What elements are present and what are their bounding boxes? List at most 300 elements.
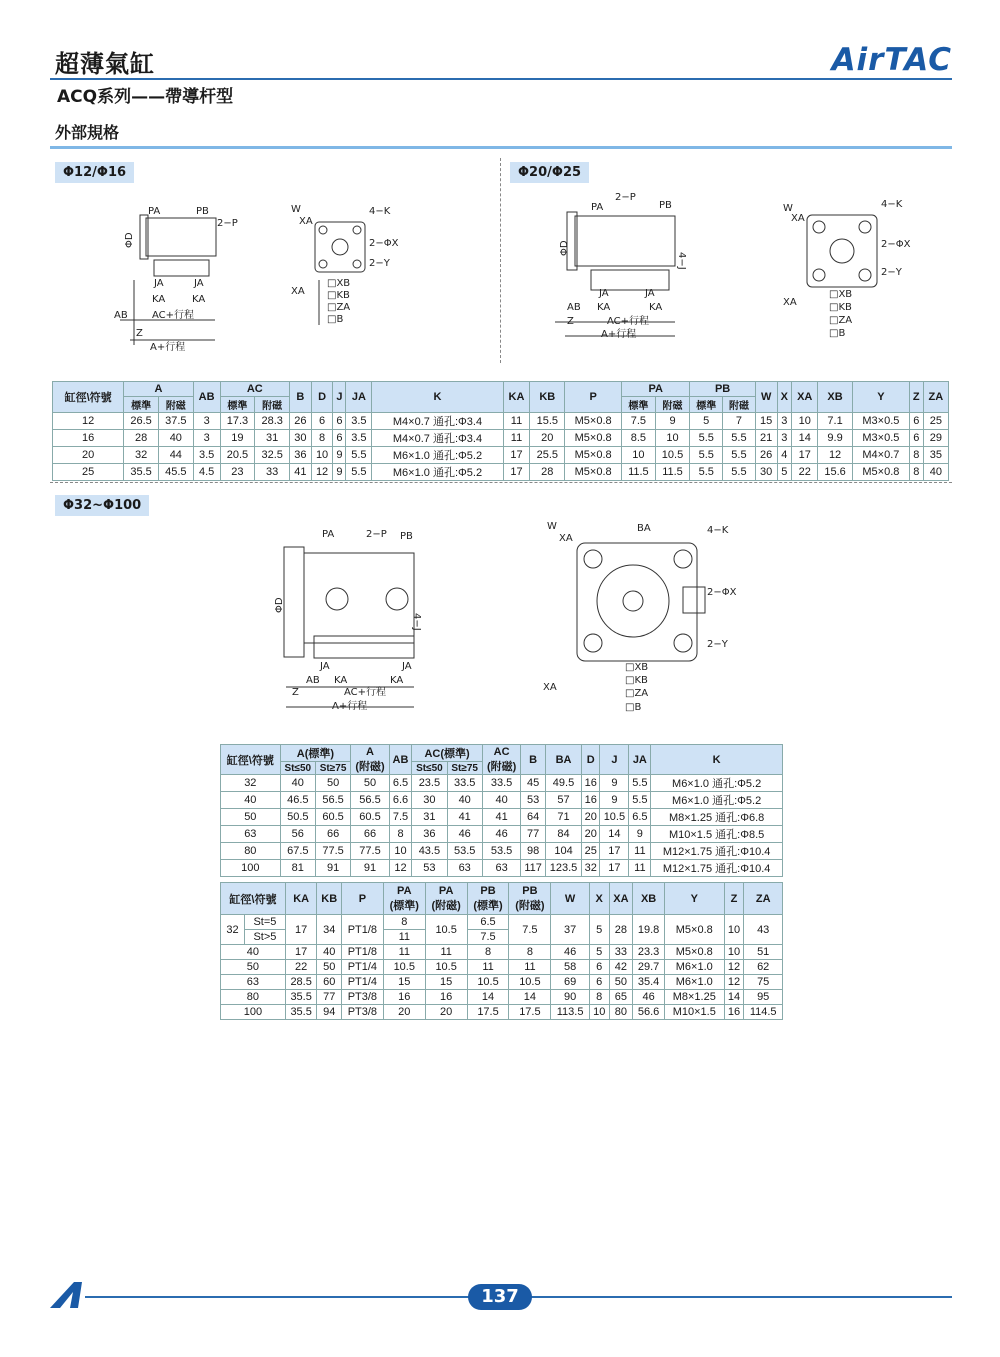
svg-text:AB: AB (114, 310, 128, 321)
table-cell: 35 (923, 447, 948, 464)
table-cell: 17 (503, 464, 530, 481)
table-cell: 20 (53, 447, 124, 464)
table-cell: 75 (744, 975, 783, 990)
table-cell: M6×1.0 通孔:Φ5.2 (372, 447, 503, 464)
table-cell: 17 (285, 945, 317, 960)
table-cell: 10.5 (509, 975, 551, 990)
svg-text:AB: AB (567, 302, 581, 313)
svg-text:ΦD: ΦD (124, 232, 135, 248)
table-cell: 77 (521, 826, 545, 843)
table-cell: 28.3 (255, 413, 290, 430)
table-cell: 65 (609, 990, 633, 1005)
page-title: 超薄氣缸 (55, 50, 155, 78)
table-row (53, 464, 949, 481)
table-cell: M3×0.5 (852, 413, 909, 430)
page-subtitle: ACQ系列——帶導杆型 (57, 87, 234, 107)
header-rule (50, 78, 952, 80)
table-cell: 60 (317, 975, 341, 990)
svg-text:XA: XA (791, 213, 805, 224)
svg-text:PA: PA (591, 202, 604, 213)
table-cell: 8 (311, 430, 333, 447)
table-cell: 11 (383, 945, 425, 960)
table-cell: M8×1.25 通孔:Φ6.8 (651, 809, 783, 826)
svg-text:□B: □B (327, 314, 344, 325)
svg-text:KA: KA (597, 302, 611, 313)
table-cell: 98 (521, 843, 545, 860)
table-cell: 5 (589, 945, 609, 960)
table-cell: 5.5 (346, 464, 372, 481)
table-cell: 8 (389, 826, 412, 843)
svg-text:ΦD: ΦD (559, 240, 570, 256)
table-cell: 12 (311, 464, 333, 481)
table-cell: 28.5 (285, 975, 317, 990)
table-cell: 26.5 (124, 413, 159, 430)
table-cell: M5×0.8 (565, 464, 622, 481)
table-cell: 12 (53, 413, 124, 430)
table-cell: 5.5 (346, 447, 372, 464)
table-cell: 16 (582, 775, 600, 792)
svg-text:□KB: □KB (327, 290, 350, 301)
svg-text:XA: XA (299, 216, 313, 227)
table-cell: 6 (909, 430, 923, 447)
table-cell: 46.5 (280, 792, 315, 809)
tag-small-bore: Φ12/Φ16 (55, 162, 134, 183)
table-cell: 10 (724, 945, 744, 960)
table-row (221, 843, 783, 860)
table-cell: 6 (311, 413, 333, 430)
table-cell: 5.5 (723, 430, 756, 447)
svg-text:PA: PA (322, 529, 335, 540)
table-cell: 10.5 (600, 809, 629, 826)
spec-table-large-2: 缸徑\符號 KA KB P PA (標準) PA (附磁) PB (標準) PB (附磁) W X XA XB Y Z ZA 32 St=5 17 34 PT1/8 8 10.5 6.5 7.5 37 5 28 19.8 M5×0.8 10 43 St>5 11 7.5 40 17 40 PT1/8 11 11 8 8 46 5 33 23.3 M5×0.8 10 51 50 22 50 PT1/4 10.5 10.5 11 11 58 6 42 29.7 M6×1.0 12 62 63 28.5 60 PT1/4 15 15 10.5 10.5 69 6 50 35.4 M6×1.0 12 75 80 35.5 77 PT3/8 16 16 14 14 90 8 65 46 M8×1.25 14 95 100 35.5 94 PT3/8 20 20 17.5 17.5 113.5 10 80 56.6 M10×1.5 16 114.5 (220, 882, 783, 1020)
svg-text:XA: XA (291, 286, 305, 297)
table-cell: M8×1.25 (664, 990, 724, 1005)
table-cell: 32.5 (255, 447, 290, 464)
table-cell: 14 (509, 990, 551, 1005)
table-cell: 15 (425, 975, 467, 990)
svg-text:W: W (783, 203, 793, 214)
table-row (221, 860, 783, 877)
table-cell: M10×1.5 (664, 1005, 724, 1020)
table-cell: 40 (923, 464, 948, 481)
table-cell: 16 (582, 792, 600, 809)
table-cell: 56.6 (633, 1005, 665, 1020)
svg-text:□KB: □KB (829, 302, 852, 313)
table-cell: 35.4 (633, 975, 665, 990)
svg-text:2−ΦX: 2−ΦX (707, 587, 737, 598)
table-cell: 58 (551, 960, 590, 975)
svg-text:2−P: 2−P (217, 218, 238, 229)
table-cell: 3.5 (193, 447, 220, 464)
svg-text:4−K: 4−K (369, 206, 391, 217)
table-cell: 6 (333, 413, 346, 430)
svg-text:JA: JA (402, 661, 412, 672)
table-cell: 56.5 (351, 792, 390, 809)
svg-text:□KB: □KB (625, 675, 648, 686)
table-cell: 22 (792, 464, 818, 481)
svg-text:AC+行程: AC+行程 (152, 310, 195, 321)
table-cell: 53.5 (482, 843, 521, 860)
table-cell: 35.5 (124, 464, 159, 481)
svg-text:2−P: 2−P (366, 529, 387, 540)
table-row (53, 413, 949, 430)
table-cell: 25 (53, 464, 124, 481)
table-cell: 33.5 (447, 775, 482, 792)
table-cell: 7.5 (622, 413, 656, 430)
table-cell: 35.5 (285, 1005, 317, 1020)
table-cell: 41 (447, 809, 482, 826)
table-cell: M12×1.75 通孔:Φ10.4 (651, 860, 783, 877)
svg-text:Z: Z (292, 687, 299, 698)
table-cell: 10.5 (425, 960, 467, 975)
table-cell: 20 (383, 1005, 425, 1020)
table-cell: 16 (53, 430, 124, 447)
table-cell: 17.3 (220, 413, 255, 430)
svg-text:BA: BA (637, 523, 651, 534)
svg-text:2−Y: 2−Y (369, 258, 390, 269)
table-cell: 31 (412, 809, 447, 826)
table-row (221, 1005, 783, 1020)
svg-text:2−Y: 2−Y (707, 639, 728, 650)
table-cell: 15.6 (818, 464, 853, 481)
table-cell: M4×0.7 通孔:Φ3.4 (372, 413, 503, 430)
table-cell: 29 (923, 430, 948, 447)
table-cell: 11 (503, 413, 530, 430)
table-cell: 63 (447, 860, 482, 877)
table-cell: 9 (600, 775, 629, 792)
table-cell: 8 (909, 447, 923, 464)
table-cell: 20.5 (220, 447, 255, 464)
table-cell: 17 (503, 447, 530, 464)
table-cell: 25.5 (530, 447, 565, 464)
table-cell: 6.5 (629, 809, 651, 826)
table-cell: 3.5 (346, 430, 372, 447)
table-cell: 57 (545, 792, 581, 809)
table-cell: 64 (521, 809, 545, 826)
table-cell: 36 (412, 826, 447, 843)
svg-text:□ZA: □ZA (327, 302, 351, 313)
table-cell: 63 (482, 860, 521, 877)
table-row (221, 990, 783, 1005)
table-cell: 53 (412, 860, 447, 877)
table-cell: 77.5 (315, 843, 350, 860)
table-row (221, 975, 783, 990)
table-cell: 17 (600, 843, 629, 860)
table-cell: 40 (221, 792, 281, 809)
table-cell: 12 (724, 960, 744, 975)
table-cell: 10 (589, 1005, 609, 1020)
drawing-mid-side (545, 188, 705, 343)
table-cell: 5.5 (690, 447, 723, 464)
table-cell: 46 (482, 826, 521, 843)
table-cell: 9 (333, 447, 346, 464)
svg-text:PB: PB (400, 531, 413, 542)
table-cell: 17.5 (509, 1005, 551, 1020)
table-row (221, 945, 783, 960)
table-cell: 45.5 (158, 464, 193, 481)
table-row (221, 792, 783, 809)
svg-text:KA: KA (192, 294, 206, 305)
table-cell: 5 (690, 413, 723, 430)
table-cell: M4×0.7 (852, 447, 909, 464)
table-cell: 41 (482, 809, 521, 826)
table-cell: 45 (521, 775, 545, 792)
table-cell: 46 (633, 990, 665, 1005)
table-cell: 50 (609, 975, 633, 990)
brand-logo: AirTAC (831, 42, 952, 78)
table-cell: 20 (530, 430, 565, 447)
table-cell: 20 (582, 826, 600, 843)
svg-text:W: W (291, 204, 301, 215)
svg-text:PA: PA (148, 206, 161, 217)
table-cell: 67.5 (280, 843, 315, 860)
table-cell: 4.5 (193, 464, 220, 481)
table-cell: 7.5 (389, 809, 412, 826)
table-cell: 95 (744, 990, 783, 1005)
svg-text:XA: XA (783, 297, 797, 308)
table-cell: 14 (600, 826, 629, 843)
table-cell: 10 (655, 430, 690, 447)
svg-text:□B: □B (625, 702, 642, 713)
tag-mid-bore: Φ20/Φ25 (510, 162, 589, 183)
table-cell: 66 (351, 826, 390, 843)
drawing-small-front (285, 200, 415, 330)
svg-text:A+行程: A+行程 (332, 701, 368, 712)
table-cell: 26 (755, 447, 777, 464)
table-cell: PT1/4 (341, 975, 383, 990)
table-cell: 11.5 (655, 464, 690, 481)
table-cell: 12 (389, 860, 412, 877)
table-cell: 16 (425, 990, 467, 1005)
table-cell: 33.5 (482, 775, 521, 792)
table-cell: 51 (744, 945, 783, 960)
table-cell: 41 (290, 464, 312, 481)
table-row (221, 960, 783, 975)
table-cell: 66 (315, 826, 350, 843)
svg-text:□XB: □XB (327, 278, 351, 289)
table-cell: 16 (724, 1005, 744, 1020)
table-cell: M12×1.75 通孔:Φ10.4 (651, 843, 783, 860)
table-cell: 11 (509, 960, 551, 975)
table-cell: 14 (724, 990, 744, 1005)
table-cell: PT1/8 (341, 945, 383, 960)
table-cell: 10.5 (655, 447, 690, 464)
table-cell: 50 (317, 960, 341, 975)
table-cell: 10 (389, 843, 412, 860)
table-cell: M5×0.8 (852, 464, 909, 481)
table-cell: PT3/8 (341, 990, 383, 1005)
table-cell: 12 (818, 447, 853, 464)
table-cell: 90 (551, 990, 590, 1005)
table-cell: 113.5 (551, 1005, 590, 1020)
table-cell: 56 (280, 826, 315, 843)
table-cell: 80 (221, 843, 281, 860)
table-cell: 9 (333, 464, 346, 481)
table-cell: 11 (467, 960, 509, 975)
table-cell: 71 (545, 809, 581, 826)
table-cell: M6×1.0 通孔:Φ5.2 (651, 775, 783, 792)
svg-text:□ZA: □ZA (625, 688, 649, 699)
table-cell: M6×1.0 (664, 960, 724, 975)
table-cell: 6 (909, 413, 923, 430)
table-cell: 100 (221, 860, 281, 877)
table-cell: 123.5 (545, 860, 581, 877)
table-cell: 15.5 (530, 413, 565, 430)
th-bore: 缸徑\符號 (53, 382, 124, 413)
svg-text:JA: JA (645, 288, 655, 299)
table-cell: 77.5 (351, 843, 390, 860)
table-cell: 8 (589, 990, 609, 1005)
table-cell: M6×1.0 (664, 975, 724, 990)
table-cell: 114.5 (744, 1005, 783, 1020)
table-cell: 15 (383, 975, 425, 990)
table-cell: 20 (425, 1005, 467, 1020)
table-cell: 14 (792, 430, 818, 447)
svg-text:Z: Z (136, 328, 143, 339)
table-cell: 32 (124, 447, 159, 464)
table-cell: 40 (317, 945, 341, 960)
table-row (53, 430, 949, 447)
table-cell: 91 (315, 860, 350, 877)
svg-text:Z: Z (567, 316, 574, 327)
svg-text:PB: PB (196, 206, 209, 217)
drawing-large-side (262, 525, 452, 715)
table-cell: 30 (290, 430, 312, 447)
svg-text:2−Y: 2−Y (881, 267, 902, 278)
table-cell: 36 (290, 447, 312, 464)
table-cell: 3 (777, 430, 792, 447)
svg-text:A+行程: A+行程 (601, 329, 637, 340)
table-cell: 10.5 (383, 960, 425, 975)
table-cell: 12 (724, 975, 744, 990)
table-cell: 63 (221, 975, 286, 990)
table-row (221, 775, 783, 792)
table-cell: 17 (792, 447, 818, 464)
table-cell: 49.5 (545, 775, 581, 792)
table-cell: 11 (425, 945, 467, 960)
footer-logo-icon (48, 1280, 88, 1310)
table-cell: 5 (777, 464, 792, 481)
table-cell: 22 (285, 960, 317, 975)
svg-text:W: W (547, 521, 557, 532)
drawing-large-front (525, 515, 785, 720)
table-row (221, 809, 783, 826)
table-cell: 28 (124, 430, 159, 447)
table-cell: 8.5 (622, 430, 656, 447)
table-cell: 5.5 (723, 464, 756, 481)
table-cell: 6 (333, 430, 346, 447)
section-rule (50, 146, 952, 149)
svg-text:□XB: □XB (829, 289, 853, 300)
table-cell: 117 (521, 860, 545, 877)
table-cell: 25 (582, 843, 600, 860)
spec-table-small: 缸徑\符號 A AB AC B D J JA K KA KB P PA PB W X XA XB Y Z ZA 標準 附磁 標準 附磁 標準 附磁 標準 附磁 12 26.5 37.5 3 17.3 28.3 26 6 6 3.5 M4×0.7 通孔:Φ3.4 11 15.5 M5×0.8 7.5 9 5 7 15 3 10 7.1 M3×0.5 6 25 16 28 40 3 19 31 30 8 6 3.5 M4×0.7 通孔:Φ3.4 11 20 M5×0.8 8.5 10 5.5 5.5 21 3 14 9.9 M3×0.5 6 29 20 32 44 3.5 20.5 32.5 36 10 9 5.5 M6×1.0 通孔:Φ5.2 17 25.5 M5×0.8 10 10.5 5.5 5.5 26 4 17 12 M4×0.7 8 35 25 35.5 45.5 4.5 23 33 41 12 9 5.5 M6×1.0 通孔:Φ5.2 17 28 M5×0.8 11.5 11.5 5.5 5.5 30 5 22 15.6 M5×0.8 8 40 (52, 381, 949, 481)
table-cell: M5×0.8 (565, 430, 622, 447)
table-cell: 91 (351, 860, 390, 877)
svg-text:4−J: 4−J (411, 613, 422, 631)
table-cell: 5.5 (629, 775, 651, 792)
table-cell: 17.5 (467, 1005, 509, 1020)
svg-text:JA: JA (194, 278, 204, 289)
table-cell: 80 (221, 990, 286, 1005)
table-cell: 7 (723, 413, 756, 430)
table-cell: PT3/8 (341, 1005, 383, 1020)
svg-text:KA: KA (334, 675, 348, 686)
table-cell: 80 (609, 1005, 633, 1020)
table-cell: 28 (530, 464, 565, 481)
table-row: 32 St=5 17 34 PT1/8 8 10.5 6.5 7.5 37 5 28 19.8 M5×0.8 10 43 (221, 915, 783, 930)
table-cell: 23.5 (412, 775, 447, 792)
svg-text:KA: KA (649, 302, 663, 313)
table-cell: 10 (792, 413, 818, 430)
table-cell: 40 (221, 945, 286, 960)
table-cell: 62 (744, 960, 783, 975)
table-cell: 6.5 (389, 775, 412, 792)
table-cell: 19 (220, 430, 255, 447)
svg-text:KA: KA (390, 675, 404, 686)
table-cell: M5×0.8 (565, 413, 622, 430)
table-cell: 81 (280, 860, 315, 877)
table-cell: 9 (655, 413, 690, 430)
table-row: St>5 11 7.5 (221, 930, 783, 945)
drawing-mid-front (775, 195, 935, 345)
svg-text:XA: XA (559, 533, 573, 544)
svg-text:A+行程: A+行程 (150, 342, 186, 353)
table-cell: 50 (315, 775, 350, 792)
table-cell: 8 (467, 945, 509, 960)
divider-vertical (500, 158, 501, 363)
table-cell: M6×1.0 通孔:Φ5.2 (651, 792, 783, 809)
table-cell: 3.5 (346, 413, 372, 430)
table-cell: 50 (351, 775, 390, 792)
divider-horizontal (50, 482, 952, 483)
table-cell: 23 (220, 464, 255, 481)
table-cell: M6×1.0 通孔:Φ5.2 (372, 464, 503, 481)
table-cell: 16 (383, 990, 425, 1005)
table-cell: 9 (600, 792, 629, 809)
table-cell: 53.5 (447, 843, 482, 860)
svg-text:2−P: 2−P (615, 192, 636, 203)
table-cell: 7.1 (818, 413, 853, 430)
table-cell: 5.5 (723, 447, 756, 464)
table-cell: 84 (545, 826, 581, 843)
section-title: 外部規格 (55, 123, 120, 142)
svg-text:ΦD: ΦD (274, 597, 285, 613)
table-cell: 23.3 (633, 945, 665, 960)
svg-text:JA: JA (154, 278, 164, 289)
table-cell: 26 (290, 413, 312, 430)
table-cell: 6.6 (389, 792, 412, 809)
table-cell: 104 (545, 843, 581, 860)
table-cell: 40 (482, 792, 521, 809)
table-cell: 5.5 (690, 430, 723, 447)
spec-table-large-1: 缸徑\符號 A(標準) A (附磁) AB AC(標準) AC (附磁) B BA D J JA K St≤50 St≥75 St≤50 St≥75 32 40 50 50 6.5 23.5 33.5 33.5 45 49.5 16 9 5.5 M6×1.0 通孔:Φ5.2 40 46.5 56.5 56.5 6.6 30 40 40 53 57 16 9 5.5 M6×1.0 通孔:Φ5.2 50 50.5 60.5 60.5 7.5 31 41 41 64 71 20 10.5 6.5 M8×1.25 通孔:Φ6.8 63 56 66 66 8 36 46 46 77 84 20 14 9 M10×1.5 通孔:Φ8.5 80 67.5 77.5 77.5 10 43.5 53.5 53.5 98 104 25 17 11 M12×1.75 通孔:Φ10.4 100 81 91 91 12 53 63 63 117 123.5 32 17 11 M12×1.75 通孔:Φ10.4 (220, 744, 783, 877)
table-cell: 14 (467, 990, 509, 1005)
table-cell: 31 (255, 430, 290, 447)
table-cell: 30 (412, 792, 447, 809)
drawing-small-side (110, 200, 250, 360)
table-cell: 77 (317, 990, 341, 1005)
svg-text:AC+行程: AC+行程 (344, 687, 387, 698)
svg-text:2−ΦX: 2−ΦX (369, 238, 399, 249)
page-number: 137 (468, 1284, 532, 1310)
table-cell: 40 (158, 430, 193, 447)
table-cell: 11 (503, 430, 530, 447)
table-cell: 35.5 (285, 990, 317, 1005)
svg-text:JA: JA (599, 288, 609, 299)
table-cell: 69 (551, 975, 590, 990)
table-cell: 42 (609, 960, 633, 975)
